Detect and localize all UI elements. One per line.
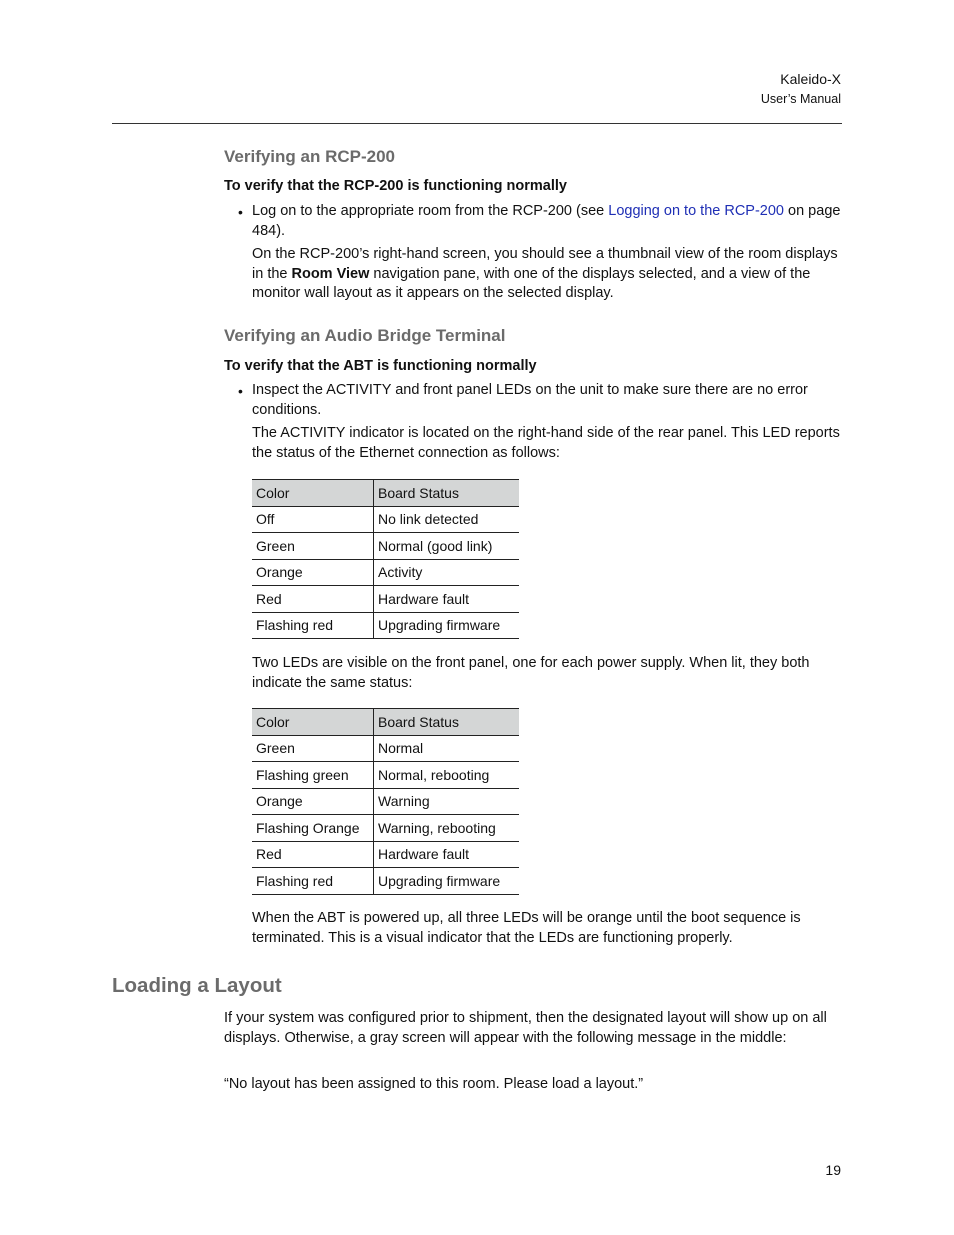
table-cell: Flashing green (252, 762, 374, 789)
table-row (252, 586, 519, 613)
table-row (252, 559, 519, 586)
paragraph-rcp200-screen (252, 245, 842, 304)
bullet-text: Log on to the appropriate room from the RCP-200 (see (252, 203, 609, 219)
room-view-term: Room View (291, 265, 370, 282)
table-header-color: Color (252, 480, 374, 507)
table-header-color: Color (252, 709, 374, 736)
table-row (252, 815, 519, 842)
table-cell: Normal (good link) (374, 533, 520, 560)
procedure-title-abt: To verify that the ABT is functioning normally (224, 358, 537, 374)
heading-verifying-rcp200: Verifying an RCP-200 (224, 147, 396, 166)
table-header-row (252, 480, 519, 507)
table-cell: Hardware fault (374, 841, 520, 868)
paragraph-layout-intro: If your system was configured prior to shipment, then the designated layout will show up on all displays. Otherwise, a gray screen will appear with the following message in the middle: (224, 1010, 827, 1046)
header-doc-title: User’s Manual (760, 92, 841, 106)
paragraph-activity-indicator: The ACTIVITY indicator is located on the right-hand side of the rear panel. This LED reports the status of the Ethernet connection as follows: (252, 425, 840, 461)
table-cell: Normal, rebooting (374, 762, 520, 789)
table-row (252, 533, 519, 560)
paragraph-text: On the RCP-200’s right-hand screen, you should see a thumbnail view of the room displays in the (252, 246, 838, 282)
table-activity-led (252, 479, 519, 639)
table-cell: Flashing Orange (252, 815, 374, 842)
quote-no-layout-message: “No layout has been assigned to this room. Please load a layout.” (224, 1076, 644, 1092)
table-header-status: Board Status (374, 709, 520, 736)
table-row (252, 612, 519, 639)
bullet-rcp200-logon (252, 202, 842, 241)
bullet-abt-inspect: Inspect the ACTIVITY and front panel LEDs on the unit to make sure there are no error conditions. (252, 382, 808, 418)
table-row (252, 868, 519, 895)
table-cell: Flashing red (252, 612, 374, 639)
table-cell: Red (252, 841, 374, 868)
table-cell: Orange (252, 559, 374, 586)
paragraph-abt-powerup: When the ABT is powered up, all three LEDs will be orange until the boot sequence is terminated. This is a visual indicator that the LEDs are functioning properly. (252, 910, 801, 946)
table-cell: No link detected (374, 506, 520, 533)
table-cell: Off (252, 506, 374, 533)
bullet-dot: • (238, 204, 243, 220)
table-header-status: Board Status (374, 480, 520, 507)
paragraph-front-panel-leds: Two LEDs are visible on the front panel, one for each power supply. When lit, they both indicate the same status: (252, 655, 810, 691)
table-row (252, 841, 519, 868)
paragraph-text: navigation pane, with one of the displays selected, and a view of the monitor wall layout as it appears on the selected display. (252, 265, 811, 302)
table-cell: Warning (374, 788, 520, 815)
header-product: Kaleido-X (780, 71, 841, 87)
table-cell: Green (252, 735, 374, 762)
table-cell: Red (252, 586, 374, 613)
table-row (252, 735, 519, 762)
link-logging-on-rcp200[interactable]: Logging on to the RCP-200 (608, 203, 784, 219)
page-number: 19 (825, 1162, 841, 1178)
table-cell: Hardware fault (374, 586, 520, 613)
heading-verifying-abt: Verifying an Audio Bridge Terminal (224, 326, 506, 345)
table-cell: Upgrading firmware (374, 868, 520, 895)
table-row (252, 762, 519, 789)
table-cell: Upgrading firmware (374, 612, 520, 639)
table-front-panel-led (252, 708, 519, 895)
table-row (252, 788, 519, 815)
table-cell: Warning, rebooting (374, 815, 520, 842)
heading-loading-layout: Loading a Layout (112, 974, 282, 997)
table-cell: Activity (374, 559, 520, 586)
table-cell: Green (252, 533, 374, 560)
table-cell: Normal (374, 735, 520, 762)
procedure-title-rcp200: To verify that the RCP-200 is functioning normally (224, 178, 567, 194)
table-cell: Orange (252, 788, 374, 815)
header-rule (112, 123, 842, 124)
table-header-row (252, 709, 519, 736)
table-row (252, 506, 519, 533)
bullet-dot: • (238, 383, 243, 399)
bullet-text: on page 484). (252, 203, 841, 239)
table-cell: Flashing red (252, 868, 374, 895)
